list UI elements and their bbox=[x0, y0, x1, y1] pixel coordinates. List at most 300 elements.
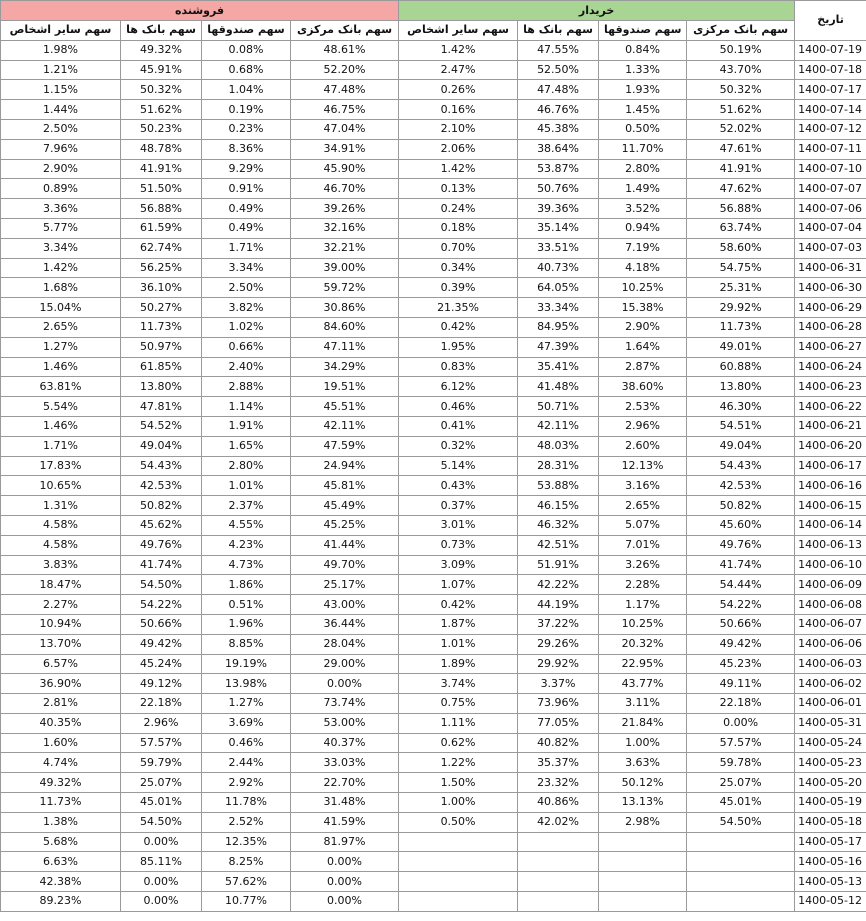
seller-others-cell: 3.83% bbox=[1, 555, 121, 575]
table-row bbox=[1, 60, 866, 80]
seller-others-cell: 89.23% bbox=[1, 892, 121, 912]
seller-banks-cell: 49.12% bbox=[121, 674, 202, 694]
table-row bbox=[1, 694, 866, 714]
date-cell: 1400-06-29 bbox=[795, 298, 866, 318]
table-row bbox=[1, 40, 866, 60]
buyer-central-bank-cell: 59.78% bbox=[687, 753, 795, 773]
date-cell: 1400-06-23 bbox=[795, 377, 866, 397]
seller-central-bank-cell: 81.97% bbox=[291, 832, 399, 852]
date-cell: 1400-06-16 bbox=[795, 476, 866, 496]
buyer-others-cell: 0.41% bbox=[399, 416, 518, 436]
seller-banks-cell: 2.96% bbox=[121, 713, 202, 733]
table-row bbox=[1, 80, 866, 100]
date-cell: 1400-07-17 bbox=[795, 80, 866, 100]
buyer-banks-cell: 40.73% bbox=[518, 258, 599, 278]
table-body bbox=[1, 40, 866, 911]
seller-central-bank-cell: 47.11% bbox=[291, 337, 399, 357]
buyer-funds-cell: 2.80% bbox=[599, 159, 687, 179]
buyer-banks-cell: 53.87% bbox=[518, 159, 599, 179]
buyer-funds-cell: 7.01% bbox=[599, 535, 687, 555]
date-cell: 1400-07-06 bbox=[795, 199, 866, 219]
buyer-others-cell: 6.12% bbox=[399, 377, 518, 397]
seller-funds-cell: 0.49% bbox=[202, 199, 291, 219]
buyer-funds-cell: 2.28% bbox=[599, 575, 687, 595]
buyer-banks-cell: 33.34% bbox=[518, 298, 599, 318]
buyer-central-bank-cell: 52.02% bbox=[687, 119, 795, 139]
date-cell: 1400-05-12 bbox=[795, 892, 866, 912]
seller-funds-cell: 9.29% bbox=[202, 159, 291, 179]
seller-banks-cell: 49.32% bbox=[121, 40, 202, 60]
table-row bbox=[1, 337, 866, 357]
buyer-banks-cell bbox=[518, 872, 599, 892]
seller-funds-cell: 0.49% bbox=[202, 218, 291, 238]
buyer-funds-cell: 2.60% bbox=[599, 436, 687, 456]
buyer-funds-cell bbox=[599, 852, 687, 872]
seller-banks-cell: 61.59% bbox=[121, 218, 202, 238]
seller-others-cell: 1.27% bbox=[1, 337, 121, 357]
seller-funds-cell: 4.55% bbox=[202, 515, 291, 535]
seller-banks-cell: 49.04% bbox=[121, 436, 202, 456]
seller-funds-cell: 0.46% bbox=[202, 733, 291, 753]
seller-funds-cell: 19.19% bbox=[202, 654, 291, 674]
seller-central-bank-cell: 34.91% bbox=[291, 139, 399, 159]
seller-central-bank-cell: 41.59% bbox=[291, 812, 399, 832]
table-row bbox=[1, 515, 866, 535]
seller-others-cell: 1.46% bbox=[1, 357, 121, 377]
seller-banks-cell: 62.74% bbox=[121, 238, 202, 258]
seller-banks-cell: 47.81% bbox=[121, 397, 202, 417]
buyer-funds-cell bbox=[599, 892, 687, 912]
table-row bbox=[1, 317, 866, 337]
seller-funds-cell: 0.19% bbox=[202, 100, 291, 120]
buyer-funds-cell: 1.00% bbox=[599, 733, 687, 753]
buyer-banks-cell: 84.95% bbox=[518, 317, 599, 337]
buyer-funds-cell: 2.53% bbox=[599, 397, 687, 417]
seller-funds-cell: 1.14% bbox=[202, 397, 291, 417]
buyer-banks-cell: 35.37% bbox=[518, 753, 599, 773]
seller-funds-cell: 2.50% bbox=[202, 278, 291, 298]
date-cell: 1400-07-03 bbox=[795, 238, 866, 258]
seller-funds-cell: 0.68% bbox=[202, 60, 291, 80]
seller-banks-cell: 13.80% bbox=[121, 377, 202, 397]
seller-central-bank-cell: 45.25% bbox=[291, 515, 399, 535]
group-header-row bbox=[1, 1, 866, 21]
buyer-others-cell: 0.75% bbox=[399, 694, 518, 714]
buyer-banks-cell: 73.96% bbox=[518, 694, 599, 714]
buyer-others-cell bbox=[399, 872, 518, 892]
buyer-central-bank-cell: 45.23% bbox=[687, 654, 795, 674]
table-row bbox=[1, 793, 866, 813]
buyer-central-bank-cell: 41.91% bbox=[687, 159, 795, 179]
buyer-others-cell: 0.16% bbox=[399, 100, 518, 120]
seller-others-cell: 0.89% bbox=[1, 179, 121, 199]
seller-others-cell: 15.04% bbox=[1, 298, 121, 318]
buyer-central-bank-cell: 49.11% bbox=[687, 674, 795, 694]
seller-funds-cell: 12.35% bbox=[202, 832, 291, 852]
seller-banks-cell: 0.00% bbox=[121, 832, 202, 852]
table-row bbox=[1, 595, 866, 615]
seller-banks-cell: 59.79% bbox=[121, 753, 202, 773]
buyer-others-cell: 0.26% bbox=[399, 80, 518, 100]
buyer-others-cell: 1.01% bbox=[399, 634, 518, 654]
seller-funds-cell: 13.98% bbox=[202, 674, 291, 694]
buyer-others-cell: 0.18% bbox=[399, 218, 518, 238]
seller-banks-cell: 51.50% bbox=[121, 179, 202, 199]
seller-others-cell: 1.31% bbox=[1, 496, 121, 516]
seller-banks-cell: 50.97% bbox=[121, 337, 202, 357]
buyer-others-cell: 2.10% bbox=[399, 119, 518, 139]
buyer-banks-cell: 47.55% bbox=[518, 40, 599, 60]
buyer-banks-cell: 52.50% bbox=[518, 60, 599, 80]
buyer-central-bank-cell: 57.57% bbox=[687, 733, 795, 753]
buyer-central-bank-cell: 49.42% bbox=[687, 634, 795, 654]
seller-central-bank-header: سهم بانک مرکزی bbox=[291, 21, 399, 41]
seller-banks-cell: 54.50% bbox=[121, 575, 202, 595]
buyer-others-cell: 0.34% bbox=[399, 258, 518, 278]
date-cell: 1400-06-30 bbox=[795, 278, 866, 298]
buyer-banks-cell: 50.71% bbox=[518, 397, 599, 417]
date-cell: 1400-06-02 bbox=[795, 674, 866, 694]
seller-others-cell: 5.68% bbox=[1, 832, 121, 852]
seller-others-cell: 4.58% bbox=[1, 535, 121, 555]
buyer-others-cell: 1.50% bbox=[399, 773, 518, 793]
seller-central-bank-cell: 0.00% bbox=[291, 892, 399, 912]
seller-others-cell: 10.65% bbox=[1, 476, 121, 496]
seller-others-cell: 2.90% bbox=[1, 159, 121, 179]
buyer-funds-cell: 1.93% bbox=[599, 80, 687, 100]
buyer-central-bank-cell: 49.04% bbox=[687, 436, 795, 456]
buyer-banks-header: سهم بانک ها bbox=[518, 21, 599, 41]
buyer-banks-cell: 44.19% bbox=[518, 595, 599, 615]
date-cell: 1400-06-22 bbox=[795, 397, 866, 417]
buyer-central-bank-cell: 50.66% bbox=[687, 614, 795, 634]
seller-others-cell: 1.71% bbox=[1, 436, 121, 456]
buyer-funds-cell: 3.26% bbox=[599, 555, 687, 575]
date-cell: 1400-06-06 bbox=[795, 634, 866, 654]
date-cell: 1400-07-18 bbox=[795, 60, 866, 80]
table-row bbox=[1, 298, 866, 318]
table-row bbox=[1, 159, 866, 179]
seller-banks-cell: 54.52% bbox=[121, 416, 202, 436]
buyer-others-cell: 5.14% bbox=[399, 456, 518, 476]
seller-central-bank-cell: 29.00% bbox=[291, 654, 399, 674]
seller-central-bank-cell: 84.60% bbox=[291, 317, 399, 337]
buyer-banks-cell: 77.05% bbox=[518, 713, 599, 733]
date-column-header: تاریخ bbox=[795, 1, 866, 41]
seller-central-bank-cell: 22.70% bbox=[291, 773, 399, 793]
buyer-central-bank-cell bbox=[687, 852, 795, 872]
buyer-banks-cell: 35.41% bbox=[518, 357, 599, 377]
buyer-funds-cell: 1.17% bbox=[599, 595, 687, 615]
buyer-others-cell: 3.01% bbox=[399, 515, 518, 535]
date-cell: 1400-06-31 bbox=[795, 258, 866, 278]
seller-others-cell: 1.98% bbox=[1, 40, 121, 60]
date-cell: 1400-05-17 bbox=[795, 832, 866, 852]
buyer-central-bank-cell: 43.70% bbox=[687, 60, 795, 80]
seller-central-bank-cell: 47.48% bbox=[291, 80, 399, 100]
buyer-central-bank-cell: 63.74% bbox=[687, 218, 795, 238]
seller-central-bank-cell: 42.11% bbox=[291, 416, 399, 436]
buyer-banks-cell: 64.05% bbox=[518, 278, 599, 298]
seller-funds-cell: 57.62% bbox=[202, 872, 291, 892]
buyer-central-bank-cell: 49.76% bbox=[687, 535, 795, 555]
buyer-funds-cell: 1.45% bbox=[599, 100, 687, 120]
buyer-banks-cell: 38.64% bbox=[518, 139, 599, 159]
buyer-others-cell: 2.47% bbox=[399, 60, 518, 80]
table-row bbox=[1, 258, 866, 278]
table-row bbox=[1, 634, 866, 654]
table-row bbox=[1, 238, 866, 258]
seller-central-bank-cell: 24.94% bbox=[291, 456, 399, 476]
buyer-others-cell: 1.42% bbox=[399, 40, 518, 60]
seller-funds-cell: 1.02% bbox=[202, 317, 291, 337]
seller-banks-cell: 50.66% bbox=[121, 614, 202, 634]
seller-others-cell: 1.42% bbox=[1, 258, 121, 278]
buyer-banks-cell: 33.51% bbox=[518, 238, 599, 258]
seller-central-bank-cell: 47.59% bbox=[291, 436, 399, 456]
buyer-others-cell: 0.73% bbox=[399, 535, 518, 555]
seller-others-cell: 6.63% bbox=[1, 852, 121, 872]
buyer-banks-cell bbox=[518, 852, 599, 872]
seller-central-bank-cell: 0.00% bbox=[291, 852, 399, 872]
buyer-central-bank-cell: 60.88% bbox=[687, 357, 795, 377]
buyer-others-cell bbox=[399, 892, 518, 912]
seller-banks-cell: 50.23% bbox=[121, 119, 202, 139]
buyer-others-cell: 1.22% bbox=[399, 753, 518, 773]
seller-funds-cell: 8.36% bbox=[202, 139, 291, 159]
seller-others-cell: 1.46% bbox=[1, 416, 121, 436]
buyer-others-cell: 3.09% bbox=[399, 555, 518, 575]
seller-banks-cell: 56.88% bbox=[121, 199, 202, 219]
buyer-funds-header: سهم صندوقها bbox=[599, 21, 687, 41]
table-row bbox=[1, 496, 866, 516]
buyer-others-cell: 0.32% bbox=[399, 436, 518, 456]
buyer-others-cell: 0.50% bbox=[399, 812, 518, 832]
table-row bbox=[1, 139, 866, 159]
seller-funds-cell: 0.51% bbox=[202, 595, 291, 615]
seller-funds-cell: 2.52% bbox=[202, 812, 291, 832]
seller-banks-cell: 49.42% bbox=[121, 634, 202, 654]
buyer-others-cell: 0.13% bbox=[399, 179, 518, 199]
buyer-central-bank-cell: 13.80% bbox=[687, 377, 795, 397]
table-row bbox=[1, 753, 866, 773]
seller-funds-cell: 0.08% bbox=[202, 40, 291, 60]
seller-banks-cell: 50.82% bbox=[121, 496, 202, 516]
seller-banks-cell: 45.24% bbox=[121, 654, 202, 674]
date-cell: 1400-06-10 bbox=[795, 555, 866, 575]
seller-funds-cell: 2.88% bbox=[202, 377, 291, 397]
table-row bbox=[1, 872, 866, 892]
buyer-others-cell: 21.35% bbox=[399, 298, 518, 318]
seller-banks-cell: 51.62% bbox=[121, 100, 202, 120]
buyer-others-cell: 0.37% bbox=[399, 496, 518, 516]
date-cell: 1400-06-08 bbox=[795, 595, 866, 615]
seller-funds-cell: 1.91% bbox=[202, 416, 291, 436]
table-row bbox=[1, 100, 866, 120]
buyer-banks-cell bbox=[518, 832, 599, 852]
buyer-central-bank-cell: 54.43% bbox=[687, 456, 795, 476]
seller-others-cell: 2.81% bbox=[1, 694, 121, 714]
seller-others-cell: 1.15% bbox=[1, 80, 121, 100]
table-row bbox=[1, 377, 866, 397]
seller-central-bank-cell: 40.37% bbox=[291, 733, 399, 753]
seller-funds-cell: 2.44% bbox=[202, 753, 291, 773]
buyer-banks-cell: 50.76% bbox=[518, 179, 599, 199]
buyer-central-bank-cell bbox=[687, 872, 795, 892]
buyer-others-cell: 0.42% bbox=[399, 595, 518, 615]
buyer-others-cell: 0.39% bbox=[399, 278, 518, 298]
table-row bbox=[1, 397, 866, 417]
seller-central-bank-cell: 0.00% bbox=[291, 674, 399, 694]
seller-central-bank-cell: 45.51% bbox=[291, 397, 399, 417]
seller-others-header: سهم سایر اشخاص bbox=[1, 21, 121, 41]
seller-banks-cell: 45.62% bbox=[121, 515, 202, 535]
table-row bbox=[1, 476, 866, 496]
buyer-banks-cell: 29.26% bbox=[518, 634, 599, 654]
buyer-banks-cell: 40.82% bbox=[518, 733, 599, 753]
buyer-funds-cell: 21.84% bbox=[599, 713, 687, 733]
seller-central-bank-cell: 45.49% bbox=[291, 496, 399, 516]
table-row bbox=[1, 179, 866, 199]
buyer-central-bank-cell: 46.30% bbox=[687, 397, 795, 417]
seller-funds-header: سهم صندوقها bbox=[202, 21, 291, 41]
table-row bbox=[1, 614, 866, 634]
buyer-central-bank-cell: 50.82% bbox=[687, 496, 795, 516]
seller-funds-cell: 4.23% bbox=[202, 535, 291, 555]
seller-others-cell: 1.21% bbox=[1, 60, 121, 80]
seller-funds-cell: 3.34% bbox=[202, 258, 291, 278]
buyer-banks-cell: 37.22% bbox=[518, 614, 599, 634]
seller-funds-cell: 1.65% bbox=[202, 436, 291, 456]
seller-banks-cell: 54.50% bbox=[121, 812, 202, 832]
seller-banks-cell: 41.91% bbox=[121, 159, 202, 179]
date-cell: 1400-06-24 bbox=[795, 357, 866, 377]
buyer-others-cell: 0.43% bbox=[399, 476, 518, 496]
seller-central-bank-cell: 46.75% bbox=[291, 100, 399, 120]
seller-funds-cell: 1.04% bbox=[202, 80, 291, 100]
buyer-banks-cell: 51.91% bbox=[518, 555, 599, 575]
table-row bbox=[1, 773, 866, 793]
buyer-funds-cell: 13.13% bbox=[599, 793, 687, 813]
date-cell: 1400-06-27 bbox=[795, 337, 866, 357]
table-row bbox=[1, 436, 866, 456]
buyer-central-bank-cell: 54.22% bbox=[687, 595, 795, 615]
seller-funds-cell: 8.25% bbox=[202, 852, 291, 872]
buyer-banks-cell: 39.36% bbox=[518, 199, 599, 219]
buyer-funds-cell: 1.33% bbox=[599, 60, 687, 80]
buyer-others-cell: 1.87% bbox=[399, 614, 518, 634]
seller-central-bank-cell: 32.21% bbox=[291, 238, 399, 258]
seller-banks-cell: 42.53% bbox=[121, 476, 202, 496]
buyer-central-bank-cell: 58.60% bbox=[687, 238, 795, 258]
seller-banks-cell: 50.32% bbox=[121, 80, 202, 100]
seller-central-bank-cell: 30.86% bbox=[291, 298, 399, 318]
seller-others-cell: 5.54% bbox=[1, 397, 121, 417]
table-row bbox=[1, 713, 866, 733]
table-row bbox=[1, 674, 866, 694]
buyer-central-bank-cell: 25.31% bbox=[687, 278, 795, 298]
buyer-others-cell: 3.74% bbox=[399, 674, 518, 694]
seller-banks-cell: 49.76% bbox=[121, 535, 202, 555]
buyer-funds-cell: 0.94% bbox=[599, 218, 687, 238]
buyer-central-bank-cell: 51.62% bbox=[687, 100, 795, 120]
date-cell: 1400-06-17 bbox=[795, 456, 866, 476]
seller-others-cell: 5.77% bbox=[1, 218, 121, 238]
seller-funds-cell: 8.85% bbox=[202, 634, 291, 654]
table-row bbox=[1, 575, 866, 595]
seller-banks-cell: 0.00% bbox=[121, 892, 202, 912]
seller-others-cell: 42.38% bbox=[1, 872, 121, 892]
buyer-others-cell: 1.00% bbox=[399, 793, 518, 813]
table-row bbox=[1, 852, 866, 872]
seller-group-header: فروشنده bbox=[1, 1, 399, 21]
buyer-others-cell: 1.89% bbox=[399, 654, 518, 674]
seller-others-cell: 6.57% bbox=[1, 654, 121, 674]
buyer-central-bank-cell bbox=[687, 892, 795, 912]
buyer-others-cell: 0.62% bbox=[399, 733, 518, 753]
buyer-central-bank-cell: 54.75% bbox=[687, 258, 795, 278]
date-cell: 1400-06-15 bbox=[795, 496, 866, 516]
buyer-central-bank-cell: 54.50% bbox=[687, 812, 795, 832]
buyer-banks-cell: 42.51% bbox=[518, 535, 599, 555]
seller-banks-cell: 25.07% bbox=[121, 773, 202, 793]
seller-banks-cell: 54.22% bbox=[121, 595, 202, 615]
buyer-central-bank-cell: 29.92% bbox=[687, 298, 795, 318]
seller-banks-cell: 36.10% bbox=[121, 278, 202, 298]
date-cell: 1400-06-03 bbox=[795, 654, 866, 674]
date-cell: 1400-05-19 bbox=[795, 793, 866, 813]
seller-banks-cell: 50.27% bbox=[121, 298, 202, 318]
seller-others-cell: 3.36% bbox=[1, 199, 121, 219]
buyer-central-bank-cell bbox=[687, 832, 795, 852]
buyer-banks-cell: 46.32% bbox=[518, 515, 599, 535]
seller-others-cell: 63.81% bbox=[1, 377, 121, 397]
seller-funds-cell: 1.27% bbox=[202, 694, 291, 714]
date-cell: 1400-06-28 bbox=[795, 317, 866, 337]
buyer-funds-cell: 2.65% bbox=[599, 496, 687, 516]
seller-funds-cell: 1.96% bbox=[202, 614, 291, 634]
seller-others-cell: 2.50% bbox=[1, 119, 121, 139]
buyer-funds-cell: 0.84% bbox=[599, 40, 687, 60]
buyer-banks-cell: 29.92% bbox=[518, 654, 599, 674]
table-row bbox=[1, 535, 866, 555]
seller-others-cell: 2.65% bbox=[1, 317, 121, 337]
date-cell: 1400-07-10 bbox=[795, 159, 866, 179]
buyer-funds-cell bbox=[599, 872, 687, 892]
buyer-central-bank-cell: 42.53% bbox=[687, 476, 795, 496]
column-header-row bbox=[1, 21, 866, 41]
seller-funds-cell: 1.86% bbox=[202, 575, 291, 595]
date-cell: 1400-05-23 bbox=[795, 753, 866, 773]
buyer-banks-cell: 23.32% bbox=[518, 773, 599, 793]
seller-others-cell: 10.94% bbox=[1, 614, 121, 634]
seller-banks-cell: 41.74% bbox=[121, 555, 202, 575]
buyer-central-bank-cell: 47.61% bbox=[687, 139, 795, 159]
buyer-central-bank-cell: 45.01% bbox=[687, 793, 795, 813]
seller-others-cell: 4.74% bbox=[1, 753, 121, 773]
seller-others-cell: 49.32% bbox=[1, 773, 121, 793]
buyer-funds-cell: 38.60% bbox=[599, 377, 687, 397]
buyer-others-cell: 1.11% bbox=[399, 713, 518, 733]
buyer-others-cell: 0.46% bbox=[399, 397, 518, 417]
buyer-banks-cell: 46.15% bbox=[518, 496, 599, 516]
buyer-funds-cell: 2.87% bbox=[599, 357, 687, 377]
seller-funds-cell: 3.82% bbox=[202, 298, 291, 318]
table-row bbox=[1, 416, 866, 436]
seller-others-cell: 1.60% bbox=[1, 733, 121, 753]
date-cell: 1400-06-21 bbox=[795, 416, 866, 436]
buyer-central-bank-cell: 56.88% bbox=[687, 199, 795, 219]
